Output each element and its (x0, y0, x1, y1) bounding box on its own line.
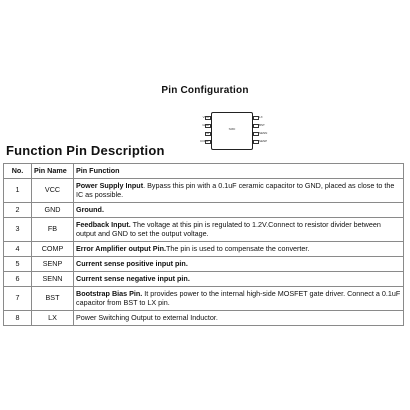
pin-function-bold: Power Supply Input (76, 181, 144, 190)
pin-function-text: . Bypass this pin with a 0.1uF ceramic capacitor to GND, placed as close to the IC as possible. (76, 181, 395, 199)
pin-function (74, 218, 404, 242)
pin-number: 7 (4, 287, 32, 311)
table-row (4, 179, 404, 203)
pin-function (74, 203, 404, 218)
pin-label-fb: FB (205, 131, 209, 135)
pin-function-text: It provides power to the internal high-side MOSFET gate driver. Connect a 0.1uF capacitor from BST to LX pin. (76, 289, 401, 307)
pin-name: FB (32, 218, 74, 242)
table-row (4, 203, 404, 218)
pin-function-bold: Current sense negative input pin. (76, 273, 190, 283)
pin-function (74, 287, 404, 311)
header-pin-name: Pin Name (32, 164, 74, 179)
pin-label-vcc: VCC (202, 115, 209, 119)
pin-number: 3 (4, 218, 32, 242)
chip-pinout-diagram (193, 110, 273, 154)
pin-function-bold: Current sense positive input pin. (76, 258, 188, 268)
pin-number: 6 (4, 272, 32, 287)
pin-label-senp: SENP (259, 139, 268, 143)
chip-body (211, 112, 253, 150)
function-pin-description-title: Function Pin Description (6, 143, 165, 158)
pin-function-bold: Bootstrap Bias Pin. (76, 289, 143, 298)
pin-function (74, 272, 404, 287)
pin-name: SENP (32, 257, 74, 272)
pin-configuration-title: Pin Configuration (161, 85, 249, 96)
table-row (4, 287, 404, 311)
pin-function (74, 311, 404, 326)
pin-number: 5 (4, 257, 32, 272)
pin-function-text: Power Switching Output to external Inductor. (76, 312, 218, 322)
pin-name: VCC (32, 179, 74, 203)
pin-number: 1 (4, 179, 32, 203)
table-row (4, 272, 404, 287)
pin-function (74, 257, 404, 272)
header-pin-function: Pin Function (74, 164, 404, 179)
pin-label-senn: SENN (259, 131, 268, 135)
pin-name: LX (32, 311, 74, 326)
pin-number: 2 (4, 203, 32, 218)
pin-function-text: The pin is used to compensate the converter. (165, 243, 310, 253)
pin-label-comp: COMP (200, 139, 209, 143)
pin-function-bold: Ground. (76, 204, 104, 214)
header-no: No. (4, 164, 32, 179)
table-row (4, 218, 404, 242)
pin-function-bold: Feedback Input. (76, 220, 131, 229)
pin-name: SENN (32, 272, 74, 287)
table-row (4, 257, 404, 272)
pin-function (74, 179, 404, 203)
table-row (4, 311, 404, 326)
pin-name: GND (32, 203, 74, 218)
pin-function-table (3, 163, 404, 326)
table-row (4, 242, 404, 257)
table-header-row (4, 164, 404, 179)
pin-label-gnd: GND (202, 123, 209, 127)
pin-label-bst: BST (259, 123, 265, 127)
pin-label-lx: LX (259, 115, 263, 119)
pin-function-bold: Error Amplifier output Pin. (76, 243, 166, 253)
pin-number: 8 (4, 311, 32, 326)
pin-function (74, 242, 404, 257)
pin-function-text: The voltage at this pin is regulated to 1.2V.Connect to resistor divider between output and GND to set the output voltage. (76, 220, 381, 238)
chip-mark: SMD (228, 127, 236, 131)
pin-name: BST (32, 287, 74, 311)
pin-number: 4 (4, 242, 32, 257)
pin-name: COMP (32, 242, 74, 257)
